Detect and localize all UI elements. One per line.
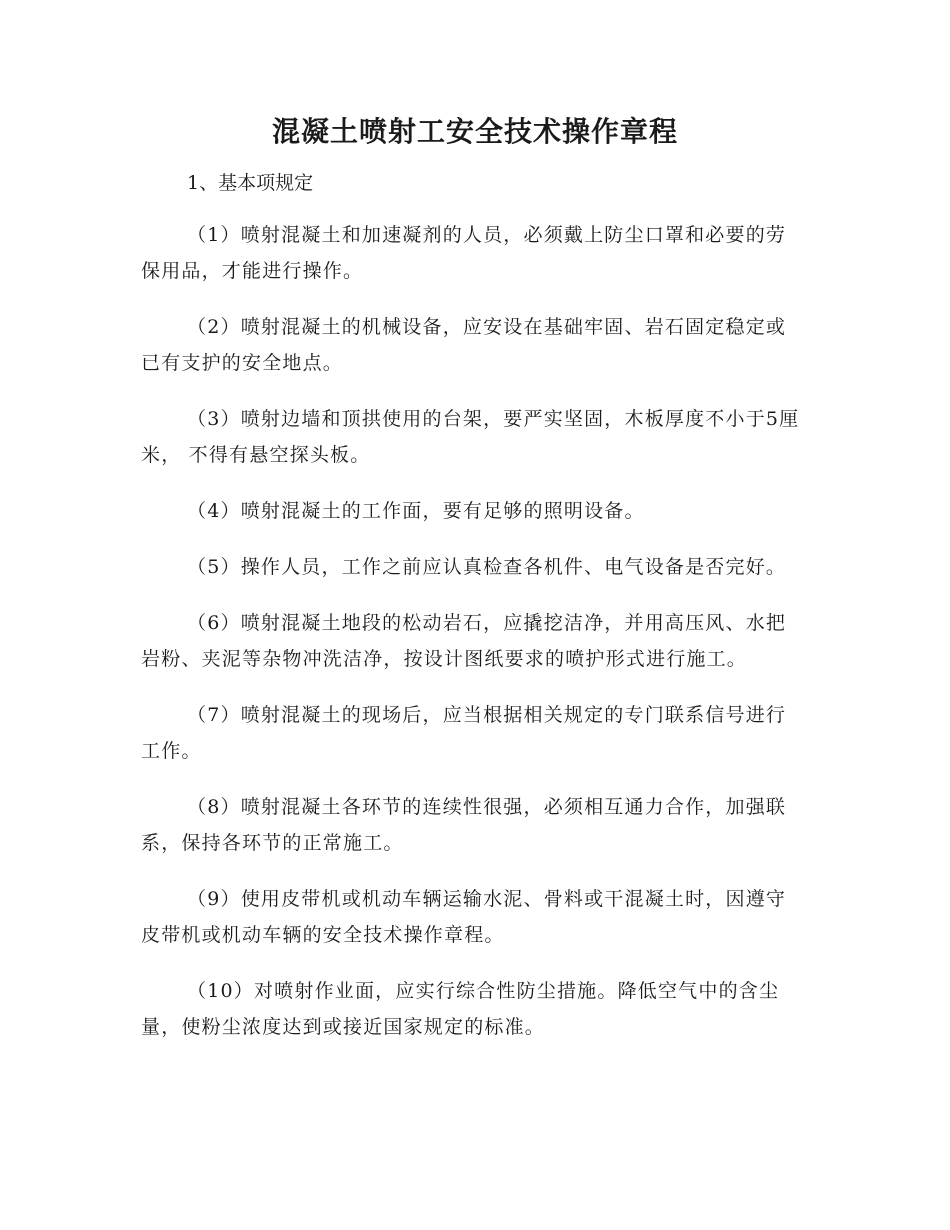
regulation-item-3: （3）喷射边墙和顶拱使用的台架，要严实坚固，木板厚度不小于5厘米， 不得有悬空探头板。 [141, 408, 800, 466]
regulation-list [141, 217, 806, 1065]
regulation-item-5: （5）操作人员，工作之前应认真检查各机件、电气设备是否完好。 [187, 556, 787, 578]
regulation-item-9: （9）使用皮带机或机动车辆运输水泥、骨料或干混凝土时，因遵守皮带机或机动车辆的安全技术操作章程。 [141, 888, 787, 946]
document-title: 混凝土喷射工安全技术操作章程 [271, 115, 678, 148]
regulation-item-10: （10）对喷射作业面，应实行综合性防尘措施。降低空气中的含尘量，使粉尘浓度达到或接近国家规定的标准。 [141, 980, 780, 1038]
regulation-item-4: （4）喷射混凝土的工作面，要有足够的照明设备。 [187, 500, 645, 522]
regulation-item-1: （1）喷射混凝土和加速凝剂的人员，必须戴上防尘口罩和必要的劳保用品，才能进行操作。 [141, 224, 787, 282]
regulation-item-2: （2）喷射混凝土的机械设备，应安设在基础牢固、岩石固定稳定或已有支护的安全地点。 [141, 316, 787, 374]
section-heading: 1、基本项规定 [187, 172, 314, 194]
regulation-item-6: （6）喷射混凝土地段的松动岩石，应撬挖洁净，并用高压风、水把岩粉、夹泥等杂物冲洗洁净，按设计图纸要求的喷护形式进行施工。 [141, 612, 787, 670]
regulation-item-7: （7）喷射混凝土的现场后，应当根据相关规定的专门联系信号进行工作。 [141, 704, 787, 762]
regulation-item-8: （8）喷射混凝土各环节的连续性很强，必须相互通力合作，加强联系，保持各环节的正常施工。 [141, 796, 787, 854]
